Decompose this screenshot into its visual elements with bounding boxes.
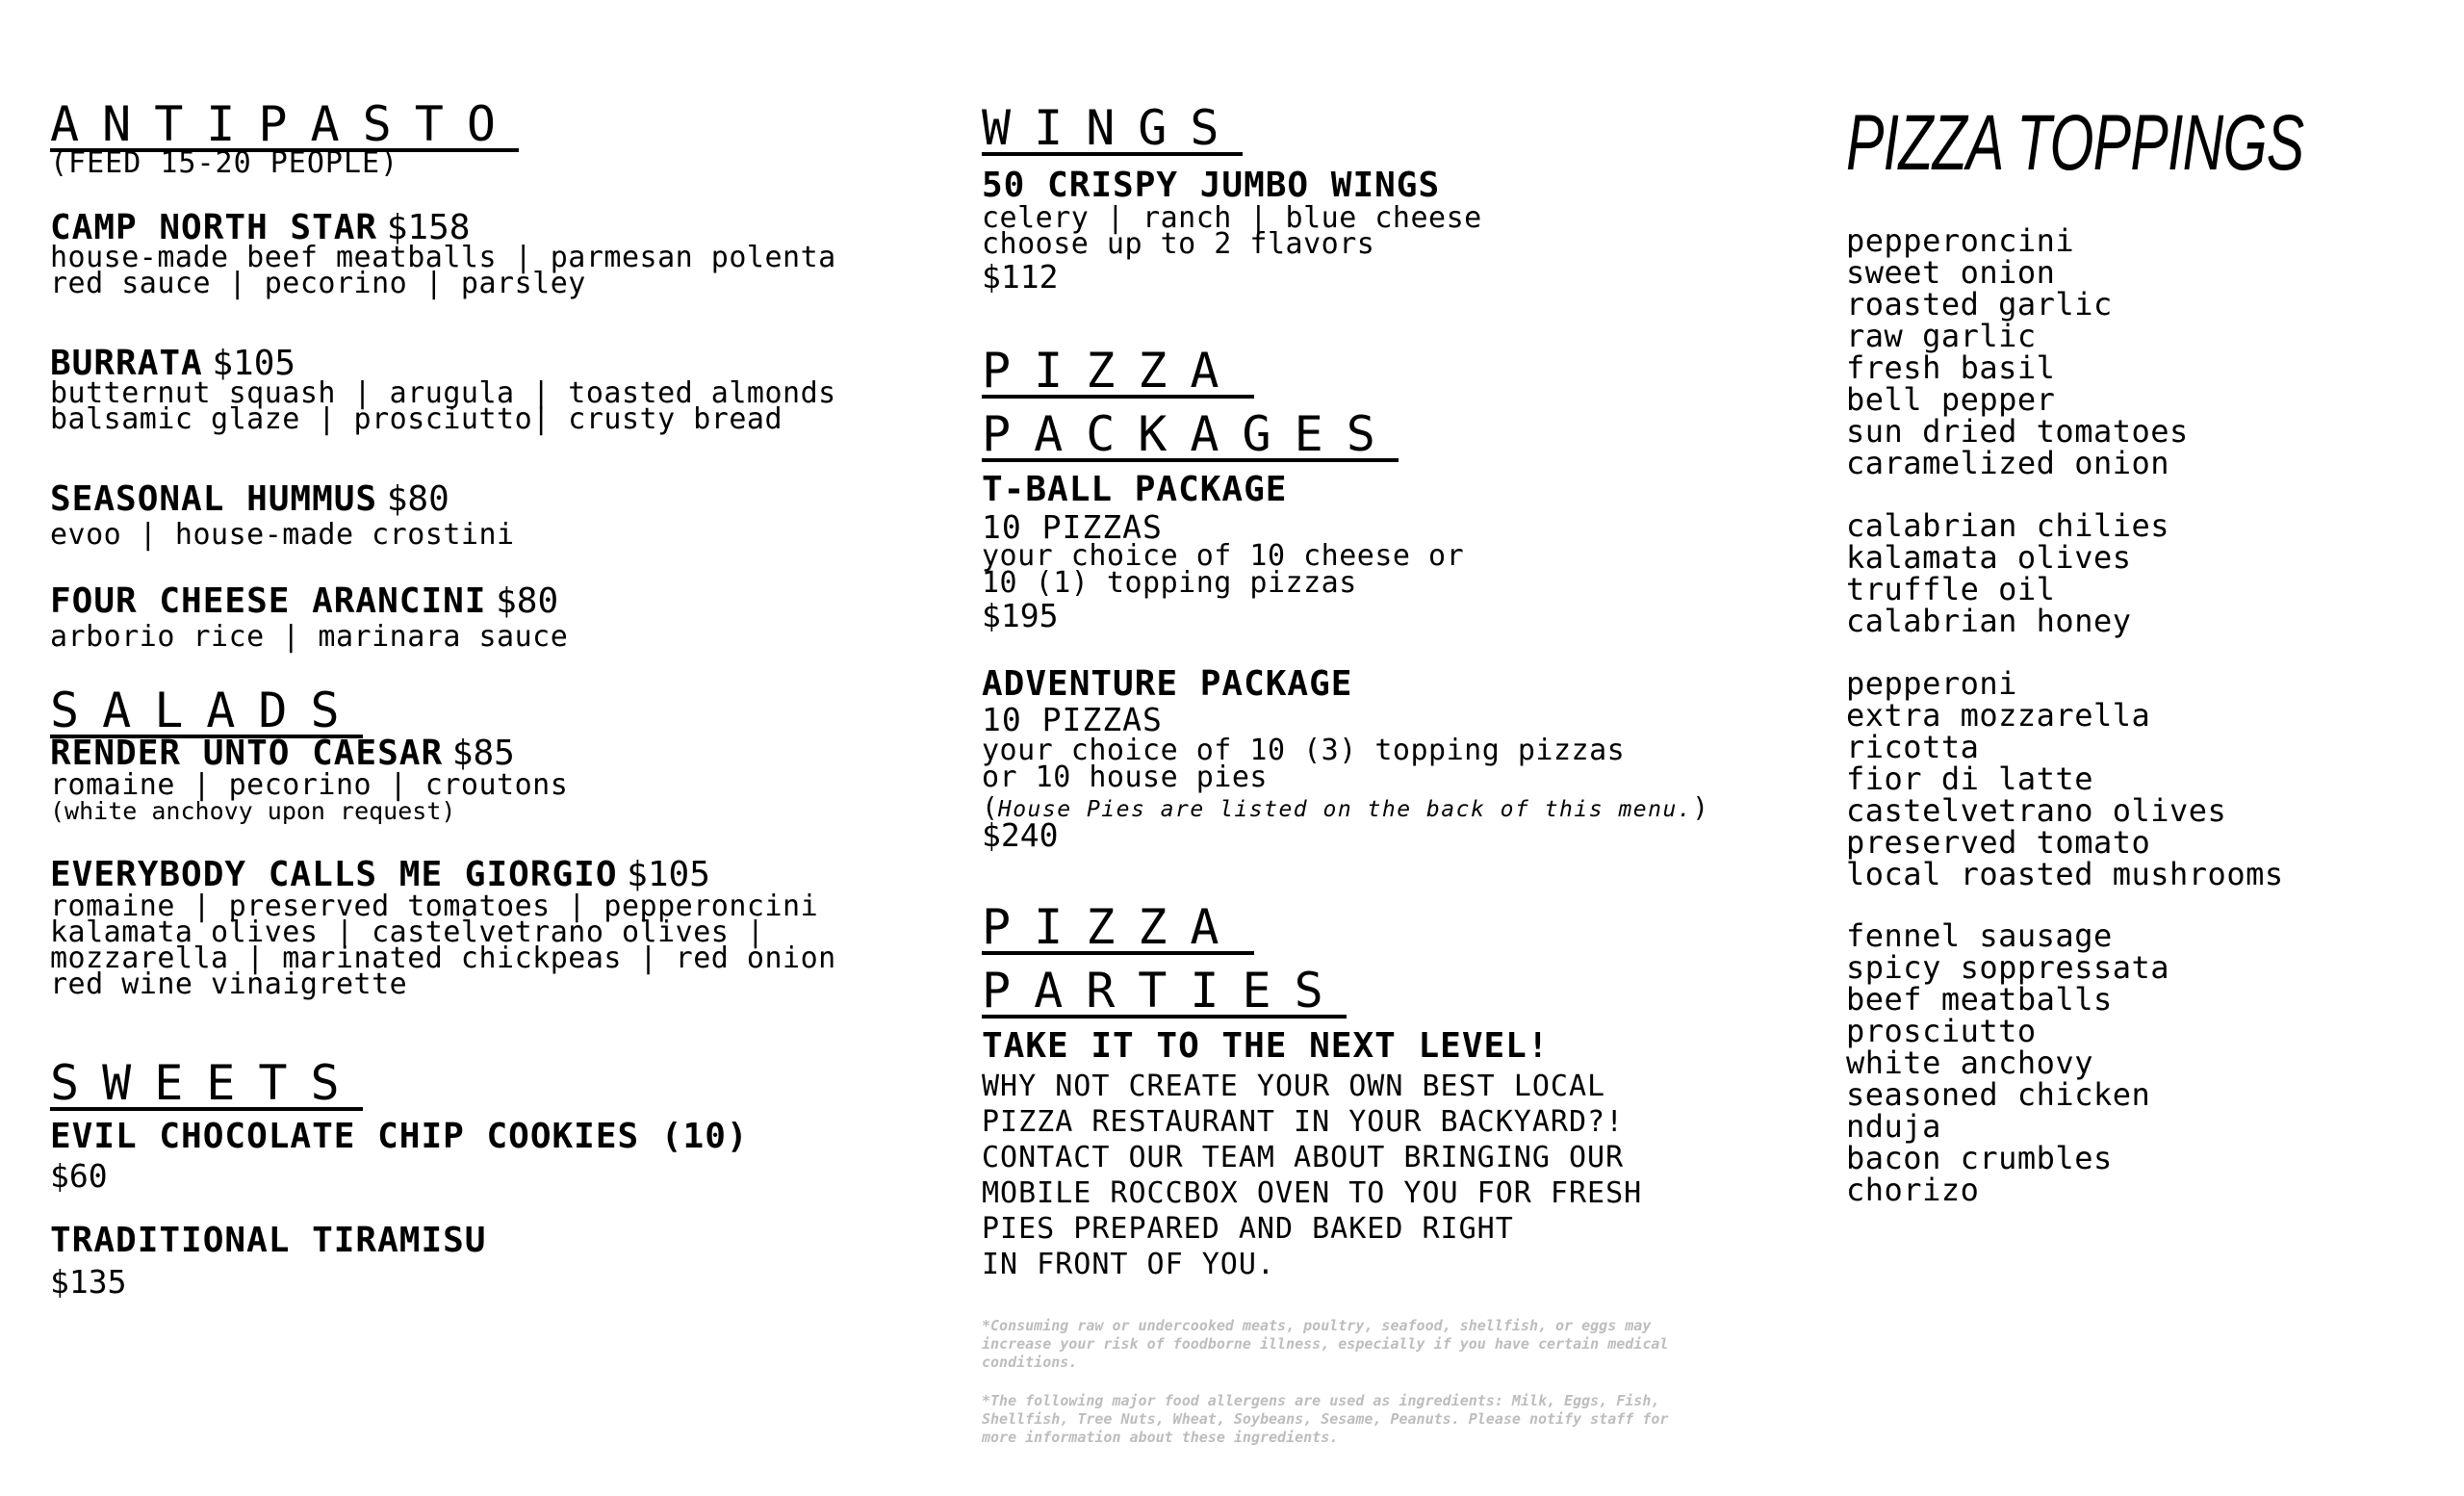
topping-item: fresh basil: [1846, 349, 2056, 386]
antipasto-heading: ANTIPASTO: [50, 96, 519, 152]
package-description: or 10 house pies: [982, 761, 1268, 794]
parties-body-line: MOBILE ROCCBOX OVEN TO YOU FOR FRESH: [982, 1176, 1643, 1210]
menu-item-evil-chocolate-chip-cookies: EVIL CHOCOLATE CHIP COOKIES (10): [50, 1117, 749, 1156]
heading-underline: [982, 951, 1254, 955]
package-note: [982, 791, 1708, 823]
topping-item: fennel sausage: [1846, 917, 2113, 954]
item-description: romaine | pecorino | croutons: [50, 768, 569, 802]
pizza-toppings-heading: PIZZA TOPPINGS: [1846, 99, 2304, 187]
topping-item: caramelized onion: [1846, 445, 2170, 481]
parties-body-line: WHY NOT CREATE YOUR OWN BEST LOCAL: [982, 1070, 1606, 1103]
parties-body-line: PIES PREPARED AND BAKED RIGHT: [982, 1212, 1514, 1246]
toppings-group-1: [1846, 222, 2189, 481]
topping-item: nduja: [1846, 1108, 1941, 1145]
topping-item: sweet onion: [1846, 254, 2056, 291]
item-price: $80: [496, 581, 559, 621]
salads-heading: SALADS: [50, 683, 363, 738]
item-description: house-made beef meatballs | parmesan polenta: [50, 241, 836, 274]
item-description: balsamic glaze | prosciutto| crusty bread: [50, 402, 783, 436]
item-name: FOUR CHEESE ARANCINI: [50, 581, 487, 621]
antipasto-serving-note: (FEED 15-20 PEOPLE): [50, 146, 399, 180]
item-price: $80: [386, 479, 449, 519]
item-description: kalamata olives | castelvetrano olives |: [50, 916, 765, 949]
package-description: 10 (1) topping pizzas: [982, 566, 1357, 600]
package-description: your choice of 10 cheese or: [982, 539, 1465, 573]
topping-item: bacon crumbles: [1846, 1140, 2113, 1176]
topping-item: prosciutto: [1846, 1013, 2037, 1049]
package-adventure: ADVENTURE PACKAGE: [982, 664, 1353, 704]
topping-item: beef meatballs: [1846, 981, 2113, 1018]
package-t-ball: T-BALL PACKAGE: [982, 470, 1288, 509]
pizza-parties-heading-line1: PIZZA: [982, 899, 1243, 955]
toppings-group-4: [1846, 917, 2170, 1208]
item-price: $112: [982, 258, 1059, 296]
package-price: $240: [982, 816, 1059, 854]
sweets-heading: SWEETS: [50, 1055, 363, 1111]
note-open-paren: (: [982, 791, 998, 823]
item-price: $105: [212, 344, 296, 383]
topping-item: castelvetrano olives: [1846, 792, 2227, 829]
topping-item: ricotta: [1846, 729, 1980, 765]
topping-item: kalamata olives: [1846, 539, 2132, 576]
item-name: EVERYBODY CALLS ME GIORGIO: [50, 855, 618, 894]
package-count: 10 PIZZAS: [982, 508, 1163, 546]
topping-item: extra mozzarella: [1846, 697, 2151, 734]
item-price: $105: [627, 855, 710, 894]
topping-item: bell pepper: [1846, 381, 2056, 418]
parties-body-line: IN FRONT OF YOU.: [982, 1248, 1275, 1281]
item-description: red wine vinaigrette: [50, 967, 408, 1001]
topping-item: chorizo: [1846, 1172, 1980, 1208]
item-price: $85: [451, 734, 515, 773]
pizza-packages-heading-line2: PACKAGES: [982, 406, 1399, 462]
item-price: $158: [386, 208, 471, 247]
package-price: $195: [982, 597, 1059, 634]
item-name: BURRATA: [50, 344, 203, 383]
topping-item: sun dried tomatoes: [1846, 413, 2189, 450]
toppings-group-2: [1846, 507, 2170, 639]
item-note: (white anchovy upon request): [50, 797, 456, 825]
item-description: arborio rice | marinara sauce: [50, 620, 569, 654]
item-price: $60: [50, 1157, 108, 1195]
menu-item-render-unto-caesar: [50, 734, 515, 773]
topping-item: raw garlic: [1846, 318, 2037, 354]
allergen-disclaimer: *The following major food allergens are used as ingredients: Milk, Eggs, Fish, Shellfish, Tree Nuts, Wheat, Soybeans, Sesame, Peanuts. Please notify staff for more information about these ingredients.: [982, 1392, 1669, 1446]
topping-item: spicy soppressata: [1846, 949, 2170, 986]
note-text: House Pies are listed on the back of this menu.: [997, 797, 1693, 822]
menu-item-crispy-jumbo-wings: 50 CRISPY JUMBO WINGS: [982, 166, 1441, 205]
topping-item: calabrian honey: [1846, 603, 2132, 639]
topping-item: calabrian chilies: [1846, 507, 2170, 544]
topping-item: roasted garlic: [1846, 286, 2113, 322]
parties-body-line: CONTACT OUR TEAM ABOUT BRINGING OUR: [982, 1141, 1625, 1174]
raw-food-disclaimer: *Consuming raw or undercooked meats, poultry, seafood, shellfish, or eggs may increase your risk of foodborne illness, especially if you have certain medical conditions.: [982, 1317, 1669, 1371]
item-description: choose up to 2 flavors: [982, 227, 1375, 261]
item-description: butternut squash | arugula | toasted almonds: [50, 376, 836, 410]
menu-item-four-cheese-arancini: [50, 581, 558, 621]
topping-item: seasoned chicken: [1846, 1076, 2151, 1113]
package-description: your choice of 10 (3) topping pizzas: [982, 734, 1626, 767]
item-description: red sauce | pecorino | parsley: [50, 267, 586, 300]
item-price: $135: [50, 1263, 127, 1301]
pizza-parties-heading-line2: PARTIES: [982, 963, 1347, 1019]
item-name: RENDER UNTO CAESAR: [50, 734, 444, 773]
topping-item: pepperoncini: [1846, 222, 2075, 259]
menu-item-traditional-tiramisu: TRADITIONAL TIRAMISU: [50, 1221, 487, 1260]
item-name: CAMP NORTH STAR: [50, 208, 378, 247]
topping-item: preserved tomato: [1846, 824, 2151, 861]
item-description: romaine | preserved tomatoes | pepperoncini: [50, 890, 819, 923]
menu-item-seasonal-hummus: [50, 479, 449, 519]
topping-item: truffle oil: [1846, 571, 2056, 607]
parties-body-line: PIZZA RESTAURANT IN YOUR BACKYARD?!: [982, 1105, 1625, 1139]
topping-item: fior di latte: [1846, 761, 2093, 797]
package-count: 10 PIZZAS: [982, 701, 1163, 738]
menu-item-everybody-calls-me-giorgio: [50, 855, 710, 894]
wings-heading: WINGS: [982, 100, 1243, 156]
toppings-group-3: [1846, 665, 2284, 892]
heading-underline: [982, 395, 1254, 399]
parties-headline: TAKE IT TO THE NEXT LEVEL!: [982, 1026, 1550, 1066]
item-description: evoo | house-made crostini: [50, 518, 515, 552]
topping-item: pepperoni: [1846, 665, 2017, 702]
item-description: mozzarella | marinated chickpeas | red onion: [50, 941, 836, 975]
pizza-packages-heading-line1: PIZZA: [982, 343, 1243, 399]
topping-item: local roasted mushrooms: [1846, 856, 2284, 892]
topping-item: white anchovy: [1846, 1045, 2093, 1081]
item-description: celery | ranch | blue cheese: [982, 201, 1482, 235]
note-close-paren: ): [1692, 791, 1709, 823]
item-name: SEASONAL HUMMUS: [50, 479, 378, 519]
